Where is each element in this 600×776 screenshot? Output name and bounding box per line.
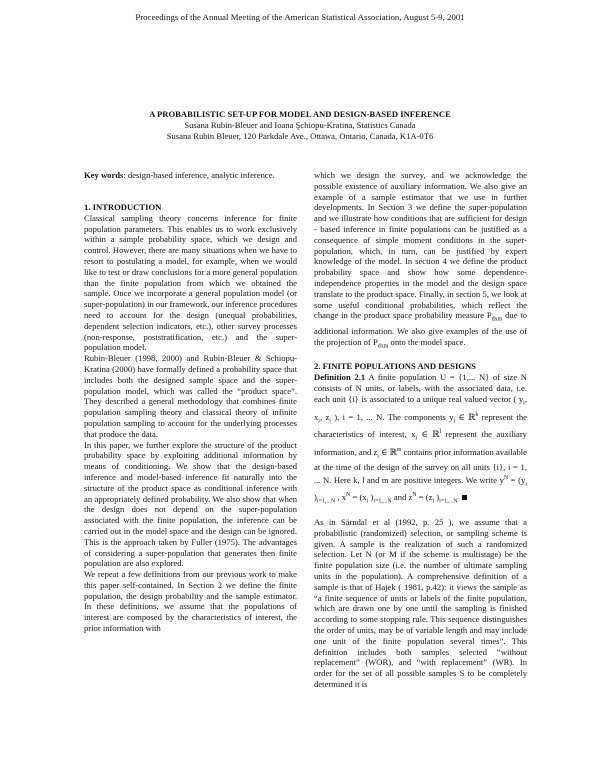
qed-square-icon <box>462 495 467 500</box>
intro-paragraph-1: Classical sampling theory concerns inference for finite population parameters. This enables us to work exclusively within a sample probability space, which we design and control. However, there are many situations when we have to resort to postulating a model, for example, when we would like to test or draw conclusions for a more general population than the finite population from which we obtained the sample. Once we incorporate a general population model (or super-population) in our framework, our inference procedures need to account for the design (unequal probabilities, dependent selection indicators, etc.), other survey processes (non-response, poststratification, etc.) and the super-population model. <box>84 212 297 353</box>
def-text: contains prior information available at the time of the design of the survey on all units {i}, i = 1, ... N. Here k, l and m are positive integers. We write y <box>314 446 527 485</box>
def-sup: N <box>346 492 351 499</box>
def-sup: k <box>475 411 479 418</box>
def-sub: i=1,...N <box>439 499 458 506</box>
def-sub: i <box>366 499 369 506</box>
def-sub: i=1,...N <box>316 499 336 506</box>
intro-paragraph-3: In this paper, we further explore the structure of the product probability space by exploiting additional information by means of conditioning. We show that the design-based inference and model-based inference fit naturally into the structure of the product space as conditional inference with an appropriately defined probability. We also show that when the design does not depend on the super-population associated with the finite population, the inference can be carried out in the model space and the design can be ignored. This is the approach taken by Fuller (1975). The advantages of considering a super-population that generates then finite population are also explored. <box>84 439 297 569</box>
intro-paragraph-5-tail: due to additional information. We also give examples of the use of the projection of P <box>314 310 528 347</box>
def-sup: l <box>439 429 442 436</box>
def-text: represent the auxiliary information, and z <box>314 428 527 457</box>
def-sup: N <box>503 474 509 481</box>
def-text: ∈ ℝ <box>417 428 440 439</box>
def-text: , x <box>314 394 527 422</box>
def-sub: i <box>415 435 418 442</box>
keywords-text: : design-based inference, analytic inference. <box>123 170 275 180</box>
def-sub: i <box>329 418 331 425</box>
def-text: ) <box>368 492 374 503</box>
def-sub: ...N <box>382 499 392 506</box>
def-sub: i <box>432 499 435 506</box>
def-text: represent the characteristics of interest, x <box>314 411 527 439</box>
subscript-dxm-2: dxm <box>377 343 389 350</box>
running-header: Proceedings of the Annual Meeting of the American Statistical Association, August 5-9, 2001 <box>135 12 465 22</box>
def-text: ) <box>314 492 317 503</box>
keywords <box>84 170 297 181</box>
def-text: , z <box>319 411 330 422</box>
definition-2-1 <box>314 372 527 508</box>
def-text: ) <box>434 492 440 503</box>
def-sup: m <box>396 446 402 453</box>
authors: Susana Rubin-Bleuer and Ioana Şchiopu-Kratina, Statistics Canada <box>184 120 416 130</box>
def-text: = (y <box>508 474 526 485</box>
definition-label: Definition 2.1 <box>314 372 366 383</box>
def-sub: i <box>377 453 379 460</box>
sarndal-paragraph: As in Särndal et al (1992, p. 25 ), we assume that a probabilistic (randomized) selection, or sampling scheme is given. A sample is the realization of such a randomized selection. Let N (or M if the scheme is multistage) be the finite population size (i.e. the number of ultimate sampling units in the population). A comprehensive definition of a sample is that of Hajek ( 1981, p.42): it views the sample as “a finite sequence of units or labels of the finite population, which are drawn one by one until the sampling is finished according to some stopping rule. This sequence distinguishes the order of units, may be of variable length and may include one unit of the finite population several times”. This definition includes both samples selected “without replacement” (WOR), and “with replacement” (WR). In order for the set of all possible samples S to be completely determined it is <box>314 516 527 689</box>
intro-paragraph-5-end: onto the model space. <box>388 336 466 347</box>
right-column <box>314 170 527 690</box>
title-block <box>0 109 600 142</box>
def-sub: i=1, <box>373 499 383 506</box>
def-text: = (z <box>416 492 433 503</box>
def-text: ), i = 1, ... N. The components y <box>330 411 454 422</box>
def-text: , x <box>335 492 347 503</box>
def-sub: i <box>453 418 456 425</box>
intro-paragraph-5 <box>314 170 527 352</box>
affiliation: Susana Rubin Bleuer, 120 Parkdale Ave., Ottawa, Ontario, Canada, K1A-0T6 <box>166 131 434 141</box>
def-text: A finite population U = {1,... N} of size N consists of N units, or labels, with the associated data, i.e. each unit {i} is associated to a unique real valued vector ( y <box>314 372 528 404</box>
def-text: = (x <box>350 492 367 503</box>
intro-paragraph-4: We repeat a few definitions from our previous work to make this paper self-contained. In Section 2 we define the finite population, the design probability and the sample estimator. In these definitions, we assume that the populations of interest are composed by the characteristics of interest, the prior information with <box>84 569 297 634</box>
subscript-dxm: dxm <box>491 317 503 324</box>
intro-paragraph-5-text: which we design the survey, and we acknowledge the possible existence of auxiliary information. We also give an example of a sample estimator that we use in further developments. In Section 3 we define the super-population and we illustrate how conditions that are sufficient for design - based inference in finite populations can be justified as a consequence of simple moment conditions in the super-population, which, in turn, can be justified by expert knowledge of the model. In section 4 we define the product probability space and show how some dependence-independence properties in the model and the design space translate to the product space. Finally, in section 5, we look at some useful conditional probabilities, which reflect the change in the product space probability measure P <box>314 170 527 321</box>
def-sub: i <box>525 481 527 488</box>
def-sup: N <box>412 492 417 499</box>
section-heading-finite-populations: 2. FINITE POPULATIONS AND DESIGNS <box>314 361 476 372</box>
section-heading-introduction: 1. INTRODUCTION <box>84 201 162 212</box>
def-text: and z <box>391 492 413 503</box>
left-column <box>84 170 297 634</box>
def-sub: i <box>523 400 525 407</box>
def-text: ∈ ℝ <box>455 411 476 422</box>
def-text: ∈ ℝ <box>378 446 397 457</box>
def-sub: i <box>318 418 320 425</box>
intro-paragraph-2: Rubin-Bleuer (1998, 2000) and Rubin-Bleuer & Schiopu-Kratina (2000) have formally defined a probability space that includes both the designed sample space and the super-population model, which was called the “product space”. They described a general methodology that combines finite population sampling theory and classical theory of infinite population sampling to account for the underlying processes that produce the data. <box>84 353 297 439</box>
paper-title: A PROBABILISTIC SET-UP FOR MODEL AND DESIGN-BASED INFERENCE <box>149 109 451 119</box>
keywords-label: Key words <box>84 170 124 180</box>
